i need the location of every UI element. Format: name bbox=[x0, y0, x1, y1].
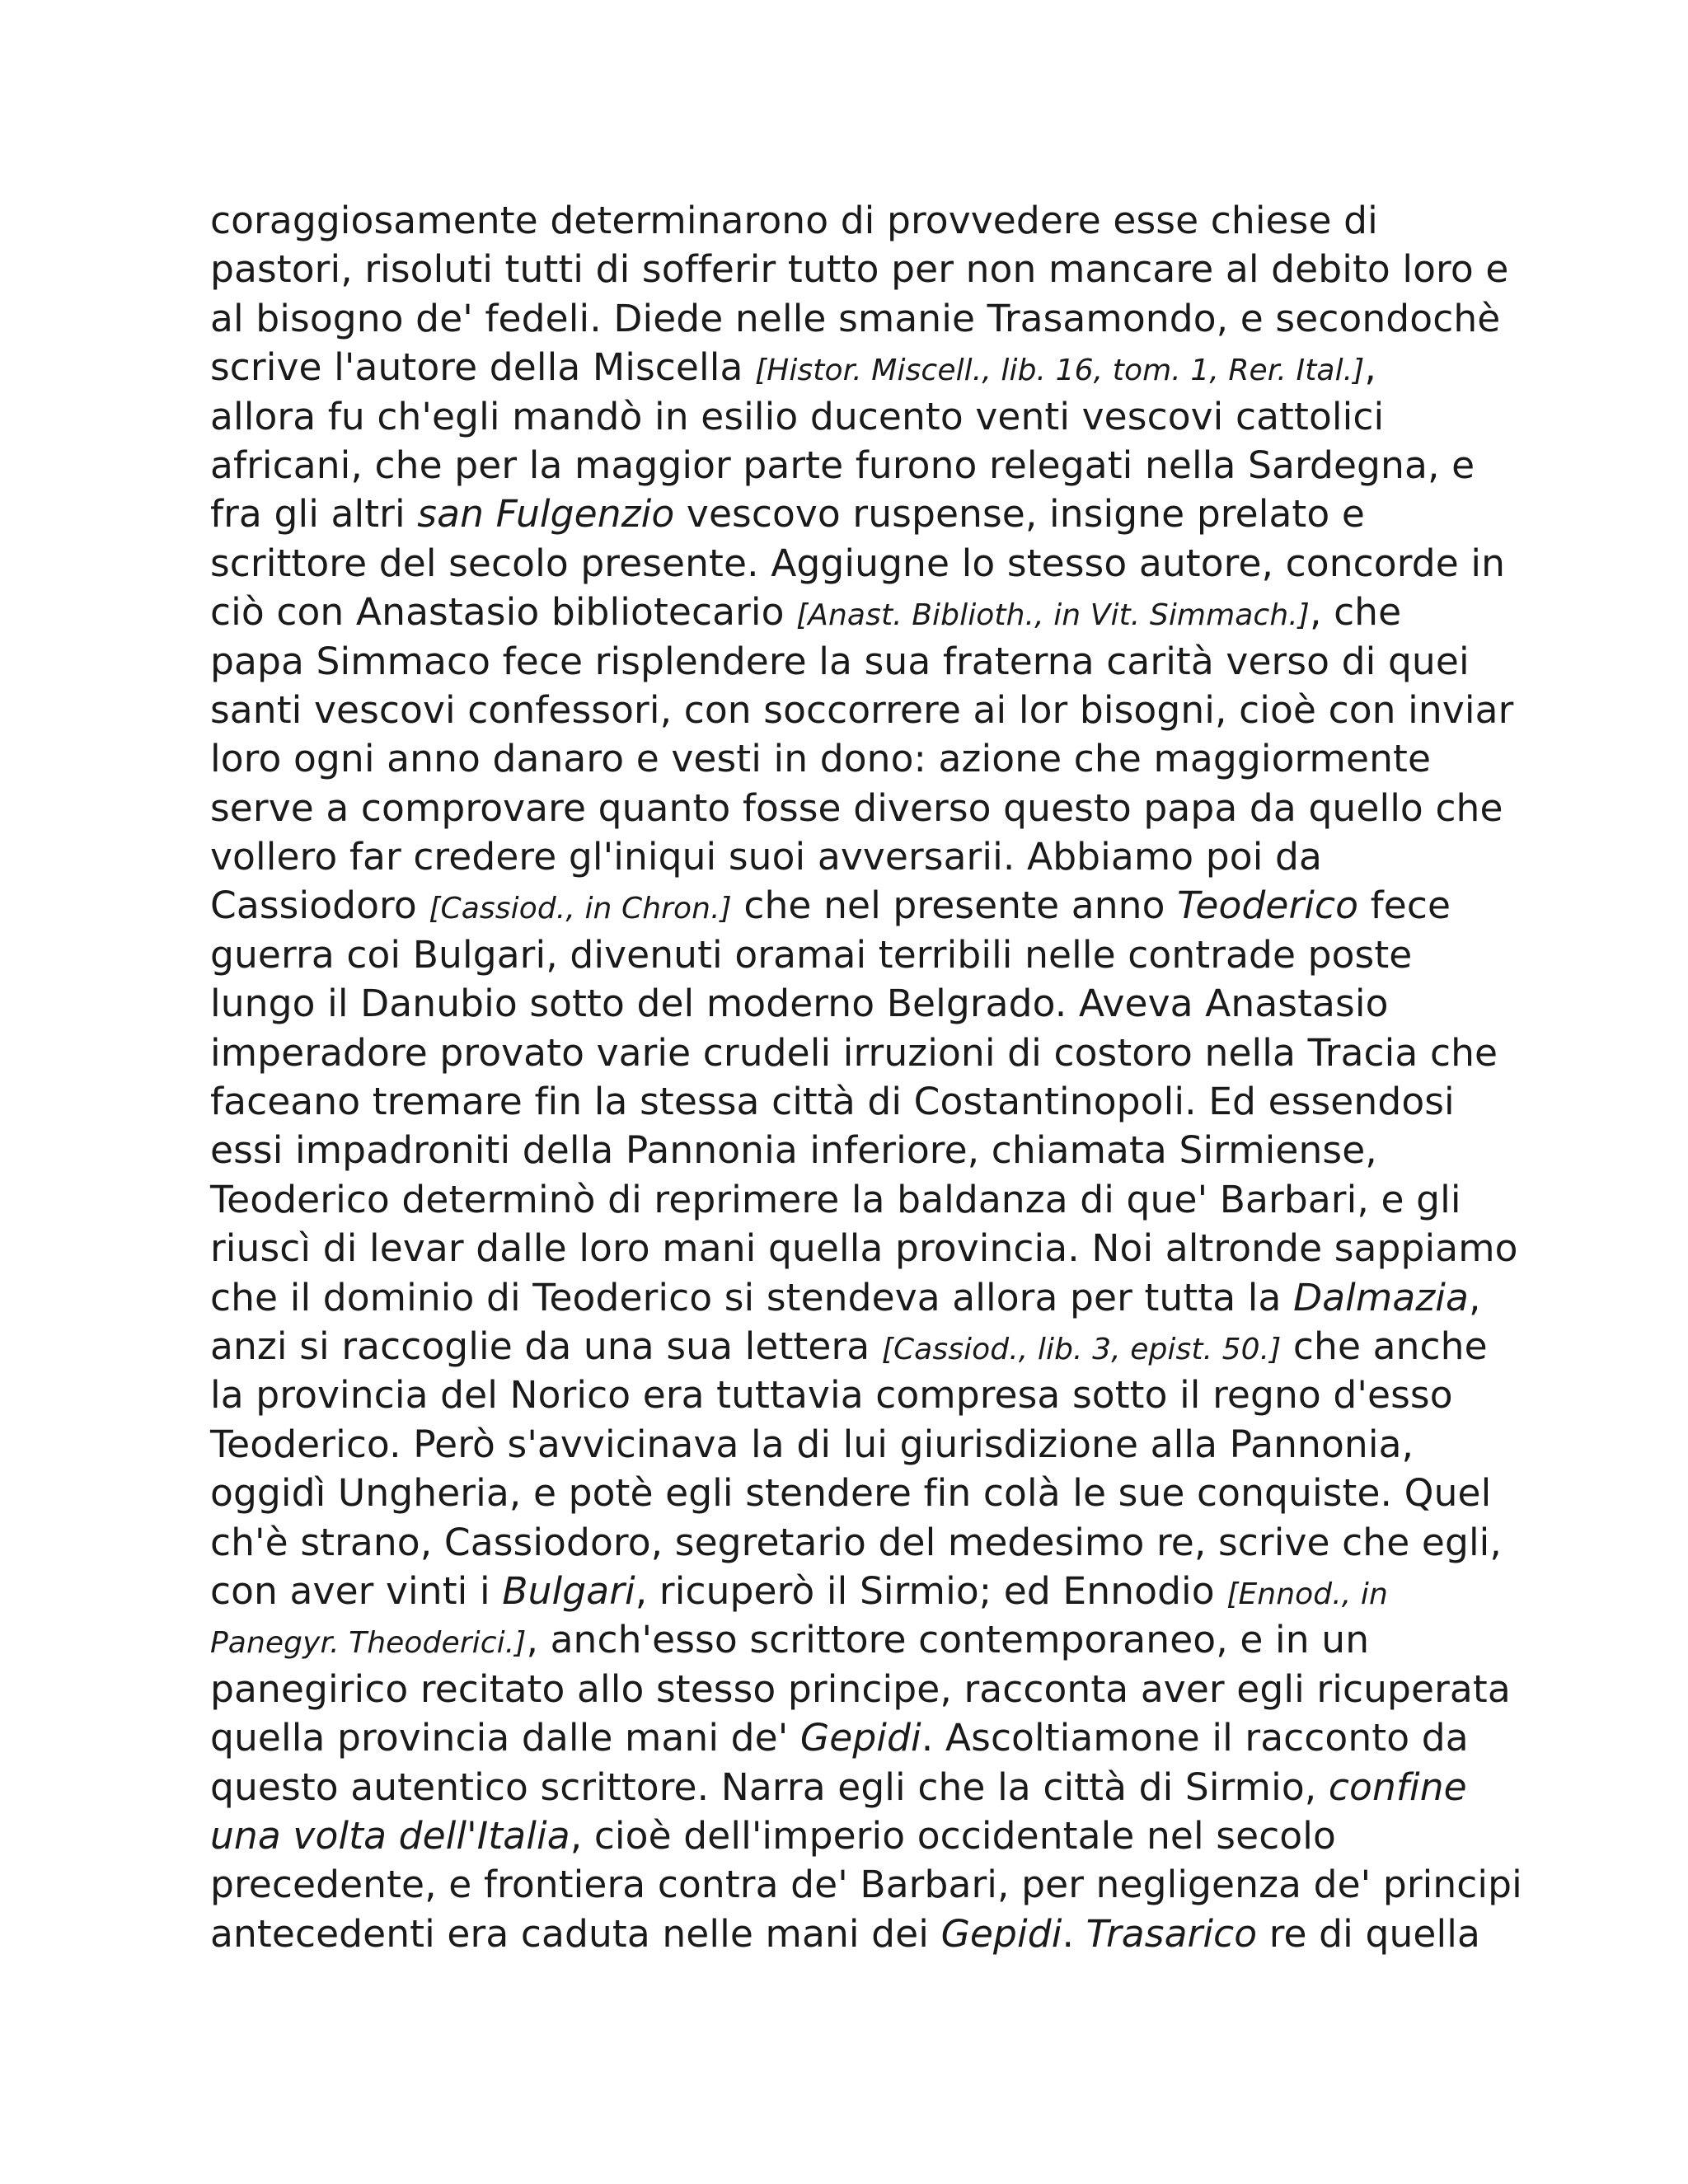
text-line: oggidì Ungheria, e potè egli stendere fin colà le sue conquiste. Quel bbox=[210, 1471, 1492, 1516]
italic-name: Bulgari bbox=[502, 1568, 635, 1613]
text-line: antecedenti era caduta nelle mani dei Gepidi. Trasarico re di quella bbox=[210, 1911, 1480, 1956]
citation: [Anast. Biblioth., in Vit. Simmach.] bbox=[796, 598, 1310, 633]
text-line: scrittore del secolo presente. Aggiugne lo stesso autore, concorde in bbox=[210, 541, 1506, 585]
italic-name: Teoderico bbox=[1177, 883, 1359, 928]
text-line: pastori, risoluti tutti di sofferir tutto per non mancare al debito loro e bbox=[210, 247, 1509, 292]
text-line: vollero far credere gl'iniqui suoi avversarii. Abbiamo poi da bbox=[210, 835, 1322, 879]
text-line: anzi si raccoglie da una sua lettera [Cassiod., lib. 3, epist. 50.] che anche bbox=[210, 1324, 1488, 1368]
text-line: allora fu ch'egli mandò in esilio ducento venti vescovi cattolici bbox=[210, 394, 1385, 438]
text-line: quella provincia dalle mani de' Gepidi. Ascoltiamone il racconto da bbox=[210, 1716, 1469, 1760]
citation: [Histor. Miscell., lib. 16, tom. 1, Rer. Ital.] bbox=[755, 354, 1365, 388]
text-line: riuscì di levar dalle loro mani quella provincia. Noi altronde sappiamo bbox=[210, 1226, 1518, 1271]
text-line: lungo il Danubio sotto del moderno Belgrado. Aveva Anastasio bbox=[210, 982, 1389, 1026]
text-line: coraggiosamente determinarono di provvedere esse chiese di bbox=[210, 199, 1378, 242]
text-line: serve a comprovare quanto fosse diverso questo papa da quello che bbox=[210, 785, 1503, 830]
citation: [Cassiod., lib. 3, epist. 50.] bbox=[881, 1332, 1282, 1366]
italic-phrase: una volta dell'Italia bbox=[210, 1813, 570, 1858]
italic-phrase: confine bbox=[1328, 1765, 1467, 1809]
text-line: Teoderico. Però s'avvicinava la di lui giurisdizione alla Pannonia, bbox=[210, 1422, 1414, 1466]
text-line: con aver vinti i Bulgari, ricuperò il Sirmio; ed Ennodio [Ennod., in bbox=[210, 1568, 1388, 1613]
text-line: guerra coi Bulgari, divenuti oramai terribili nelle contrade poste bbox=[210, 932, 1413, 977]
text-line: che il dominio di Teoderico si stendeva allora per tutta la Dalmazia, bbox=[210, 1275, 1481, 1319]
text-line: africani, che per la maggior parte furono relegati nella Sardegna, e bbox=[210, 443, 1475, 487]
document-page bbox=[210, 196, 1522, 1958]
text-line: fra gli altri san Fulgenzio vescovo ruspense, insigne prelato e bbox=[210, 492, 1365, 537]
text-line: panegirico recitato allo stesso principe, racconta aver egli ricuperata bbox=[210, 1666, 1511, 1711]
text-line: scrive l'autore della Miscella [Histor. Miscell., lib. 16, tom. 1, Rer. Ital.], bbox=[210, 345, 1376, 390]
text-line: Cassiodoro [Cassiod., in Chron.] che nel presente anno Teoderico fece bbox=[210, 883, 1451, 928]
italic-name: san Fulgenzio bbox=[417, 492, 675, 537]
text-line: la provincia del Norico era tuttavia compresa sotto il regno d'esso bbox=[210, 1373, 1453, 1418]
text-line: precedente, e frontiera contra de' Barbari, per negligenza de' principi bbox=[210, 1863, 1522, 1907]
text-line: ch'è strano, Cassiodoro, segretario del medesimo re, scrive che egli, bbox=[210, 1520, 1502, 1564]
italic-name: Gepidi bbox=[940, 1911, 1062, 1956]
citation: Panegyr. Theoderici.] bbox=[210, 1626, 527, 1661]
text-line: santi vescovi confessori, con soccorrere ai lor bisogni, cioè con inviar bbox=[210, 687, 1514, 732]
italic-name: Dalmazia bbox=[1293, 1275, 1470, 1319]
citation: [Ennod., in bbox=[1226, 1577, 1388, 1611]
text-line: papa Simmaco fece risplendere la sua fraterna carità verso di quei bbox=[210, 639, 1470, 683]
italic-name: Gepidi bbox=[799, 1716, 921, 1760]
text-line: al bisogno de' fedeli. Diede nelle smanie Trasamondo, e secondochè bbox=[210, 296, 1501, 340]
text-line: faceano tremare fin la stessa città di Costantinopoli. Ed essendosi bbox=[210, 1080, 1455, 1124]
text-line: Panegyr. Theoderici.], anch'esso scrittore contemporaneo, e in un bbox=[210, 1618, 1370, 1662]
text-line: ciò con Anastasio bibliotecario [Anast. Biblioth., in Vit. Simmach.], che bbox=[210, 590, 1402, 635]
text-line: una volta dell'Italia, cioè dell'imperio occidentale nel secolo bbox=[210, 1813, 1336, 1858]
text-line: loro ogni anno danaro e vesti in dono: azione che maggiormente bbox=[210, 737, 1432, 781]
italic-name: Trasarico bbox=[1085, 1911, 1258, 1956]
text-line: essi impadroniti della Pannonia inferiore, chiamata Sirmiense, bbox=[210, 1128, 1377, 1173]
citation: [Cassiod., in Chron.] bbox=[429, 892, 732, 926]
text-line: Teoderico determinò di reprimere la baldanza di que' Barbari, e gli bbox=[210, 1177, 1461, 1221]
text-line: questo autentico scrittore. Narra egli che la città di Sirmio, confine bbox=[210, 1765, 1467, 1809]
text-line: imperadore provato varie crudeli irruzioni di costoro nella Tracia che bbox=[210, 1030, 1498, 1075]
